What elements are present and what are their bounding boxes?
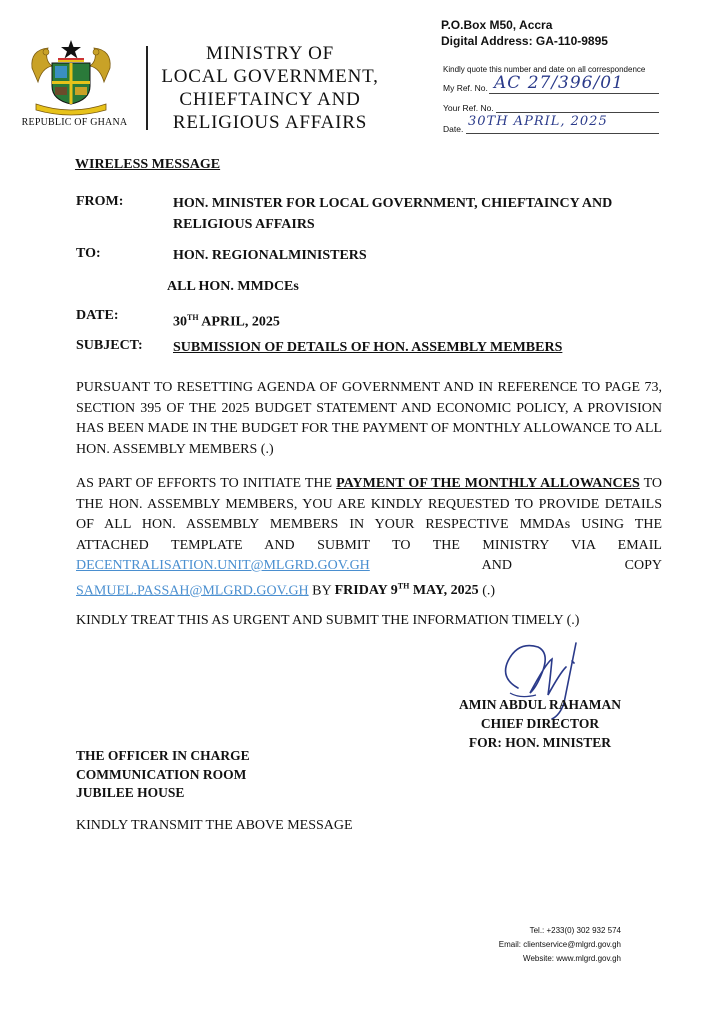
para2-text: AS PART OF EFFORTS TO INITIATE THE	[76, 476, 337, 491]
signatory-block	[430, 695, 650, 752]
para2-text: BY	[308, 583, 335, 599]
date-value: 30TH APRIL, 2025	[468, 114, 608, 129]
your-ref-row	[443, 103, 494, 113]
paragraph-1: PURSUANT TO RESETTING AGENDA OF GOVERNMENT AND IN REFERENCE TO PAGE 73, SECTION 395 OF THE 2025 BUDGET STATEMENT AND ECONOMIC POLICY, A PROVISION HAS BEEN MADE IN THE BUDGET FOR THE PAYMENT OF MONTHLY ALLOWANCE TO ALL HON. ASSEMBLY MEMBERS (.)	[76, 380, 662, 457]
email-link-decentralisation[interactable]: DECENTRALISATION.UNIT@MLGRD.GOV.GH	[76, 558, 370, 573]
date-field-label: DATE:	[76, 308, 119, 323]
po-box: P.O.Box M50, Accra	[441, 18, 553, 32]
transmit-instruction: KINDLY TRANSMIT THE ABOVE MESSAGE	[76, 818, 353, 833]
officer-block	[76, 747, 250, 803]
your-ref-line	[496, 112, 659, 113]
your-ref-label: Your Ref. No.	[443, 103, 494, 113]
my-ref-value: AC 27/396/01	[494, 73, 624, 93]
para2-text: TO THE HON. ASSEMBLY MEMBERS, YOU ARE KINDLY REQUESTED TO PROVIDE DETAILS OF ALL HON. ASSEMBLY MEMBERS IN YOUR RESPECTIVE MMDAs USING THE ATTACHED TEMPLATE AND SUBMIT TO THE MINISTRY VIA EMAIL	[76, 476, 662, 553]
date-suffix: TH	[187, 313, 199, 322]
from-value	[173, 193, 612, 235]
digital-address: Digital Address: GA-110-9895	[441, 34, 608, 48]
my-ref-line	[489, 93, 659, 94]
from-label: FROM:	[76, 194, 124, 209]
date-line	[466, 133, 659, 134]
subject-label: SUBJECT:	[76, 338, 143, 353]
deadline-day: FRIDAY 9	[334, 583, 398, 599]
officer-line: THE OFFICER IN CHARGE	[76, 748, 250, 763]
ministry-line: MINISTRY OF	[206, 43, 334, 64]
date-label: Date.	[443, 124, 464, 134]
from-line: HON. MINISTER FOR LOCAL GOVERNMENT, CHIEFTAINCY AND	[173, 196, 613, 211]
my-ref-row	[443, 83, 488, 93]
officer-line: JUBILEE HOUSE	[76, 785, 185, 800]
para2-text: AND COPY	[369, 558, 662, 573]
paragraph-3: KINDLY TREAT THIS AS URGENT AND SUBMIT THE INFORMATION TIMELY (.)	[76, 613, 580, 628]
from-line: RELIGIOUS AFFAIRS	[173, 217, 315, 232]
to-label: TO:	[76, 246, 101, 261]
date-rest: APRIL, 2025	[198, 314, 280, 330]
footer-contacts	[440, 924, 621, 966]
footer-website: Website: www.mlgrd.gov.gh	[523, 954, 621, 963]
date-field-value	[173, 307, 280, 333]
signatory-title: CHIEF DIRECTOR	[480, 716, 600, 731]
date-day: 30	[173, 314, 187, 330]
address-block	[441, 17, 608, 49]
footer-tel: Tel.: +233(0) 302 932 574	[529, 926, 621, 935]
ministry-line: RELIGIOUS AFFAIRS	[172, 112, 368, 133]
ministry-line: CHIEFTAINCY AND	[179, 89, 361, 110]
date-row	[443, 124, 463, 134]
email-link-samuel[interactable]: SAMUEL.PASSAH@MLGRD.GOV.GH	[76, 583, 309, 599]
signatory-name: AMIN ABDUL RAHAMAN	[459, 697, 621, 712]
subject-value: SUBMISSION OF DETAILS OF HON. ASSEMBLY MEMBERS	[173, 340, 563, 355]
ministry-name	[150, 42, 390, 134]
my-ref-label: My Ref. No.	[443, 83, 488, 93]
kindly-quote-note: Kindly quote this number and date on all correspondence	[443, 65, 646, 74]
coat-of-arms-logo	[28, 38, 114, 116]
paragraph-2	[76, 474, 662, 602]
signatory-for: FOR: HON. MINISTER	[468, 735, 612, 750]
para2-emphasis: PAYMENT OF THE MONTHLY ALLOWANCES	[336, 476, 640, 491]
footer-email: Email: clientservice@mlgrd.gov.gh	[498, 940, 621, 949]
officer-line: COMMUNICATION ROOM	[76, 766, 247, 782]
to-line-2: ALL HON. MMDCEs	[167, 279, 299, 294]
republic-label: REPUBLIC OF GHANA	[21, 117, 128, 128]
deadline-suffix: TH	[397, 581, 410, 591]
para2-text: (.)	[478, 583, 496, 599]
message-title: WIRELESS MESSAGE	[75, 157, 221, 172]
deadline-rest: MAY, 2025	[409, 583, 479, 599]
header-divider	[146, 46, 148, 130]
to-line-1: HON. REGIONALMINISTERS	[173, 248, 367, 263]
ministry-line: LOCAL GOVERNMENT,	[161, 66, 379, 87]
deadline	[335, 583, 479, 598]
